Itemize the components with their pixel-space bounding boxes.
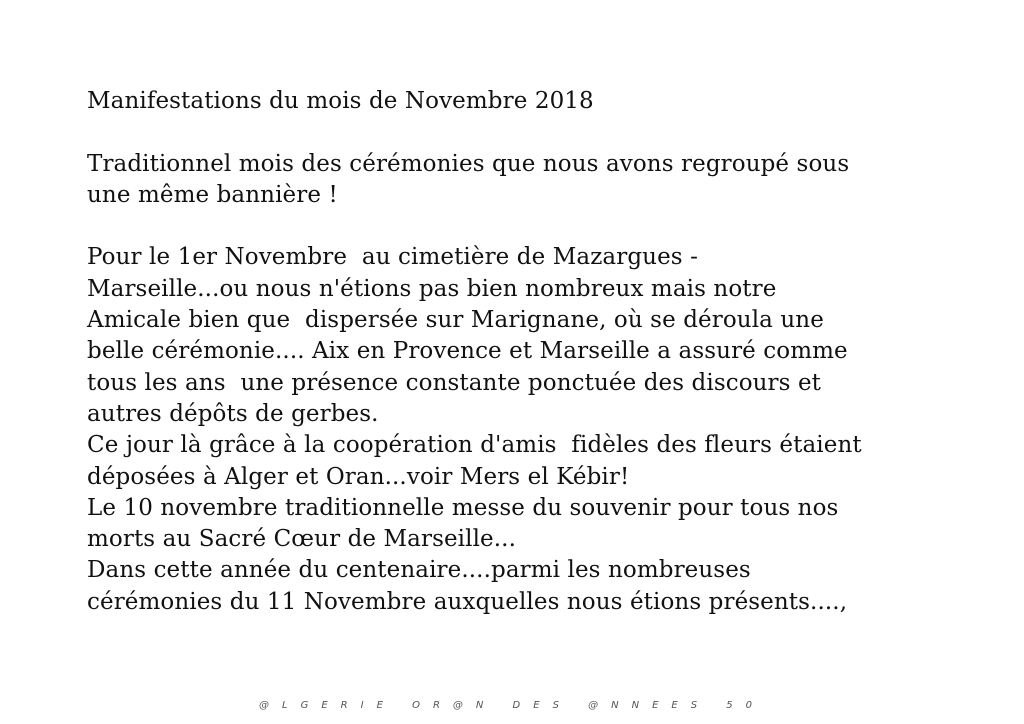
body-line: Pour le 1er Novembre au cimetière de Mazargues - (87, 244, 698, 271)
paragraph-spacer (87, 211, 987, 242)
body-line: autres dépôts de gerbes. (87, 400, 379, 427)
body-line: Ce jour là grâce à la coopération d'amis fidèles des fleurs étaient (87, 432, 862, 459)
body-line: tous les ans une présence constante ponctuée des discours et (87, 369, 822, 396)
intro-line: une même bannière ! (87, 181, 338, 208)
body-line: cérémonies du 11 Novembre auxquelles nous étions présents...., (87, 588, 848, 615)
document-title: Manifestations du mois de Novembre 2018 (87, 88, 594, 114)
body-line: Le 10 novembre traditionnelle messe du souvenir pour tous nos (87, 494, 839, 521)
paragraph-spacer (87, 117, 987, 148)
body-line: Dans cette année du centenaire....parmi les nombreuses (87, 557, 751, 584)
body-line: morts au Sacré Cœur de Marseille... (87, 526, 516, 553)
footer-signature: @LGERIE OR@N DES @NNEES 50 (259, 700, 765, 711)
body-line: Marseille...ou nous n'étions pas bien nombreux mais notre (87, 275, 777, 302)
document-text (87, 86, 987, 618)
body-line: Amicale bien que dispersée sur Marignane, où se déroula une (87, 307, 824, 334)
body-line: belle cérémonie.... Aix en Provence et Marseille a assuré comme (87, 338, 848, 365)
body-line: déposées à Alger et Oran...voir Mers el Kébir! (87, 463, 630, 490)
intro-line: Traditionnel mois des cérémonies que nous avons regroupé sous (87, 150, 850, 177)
